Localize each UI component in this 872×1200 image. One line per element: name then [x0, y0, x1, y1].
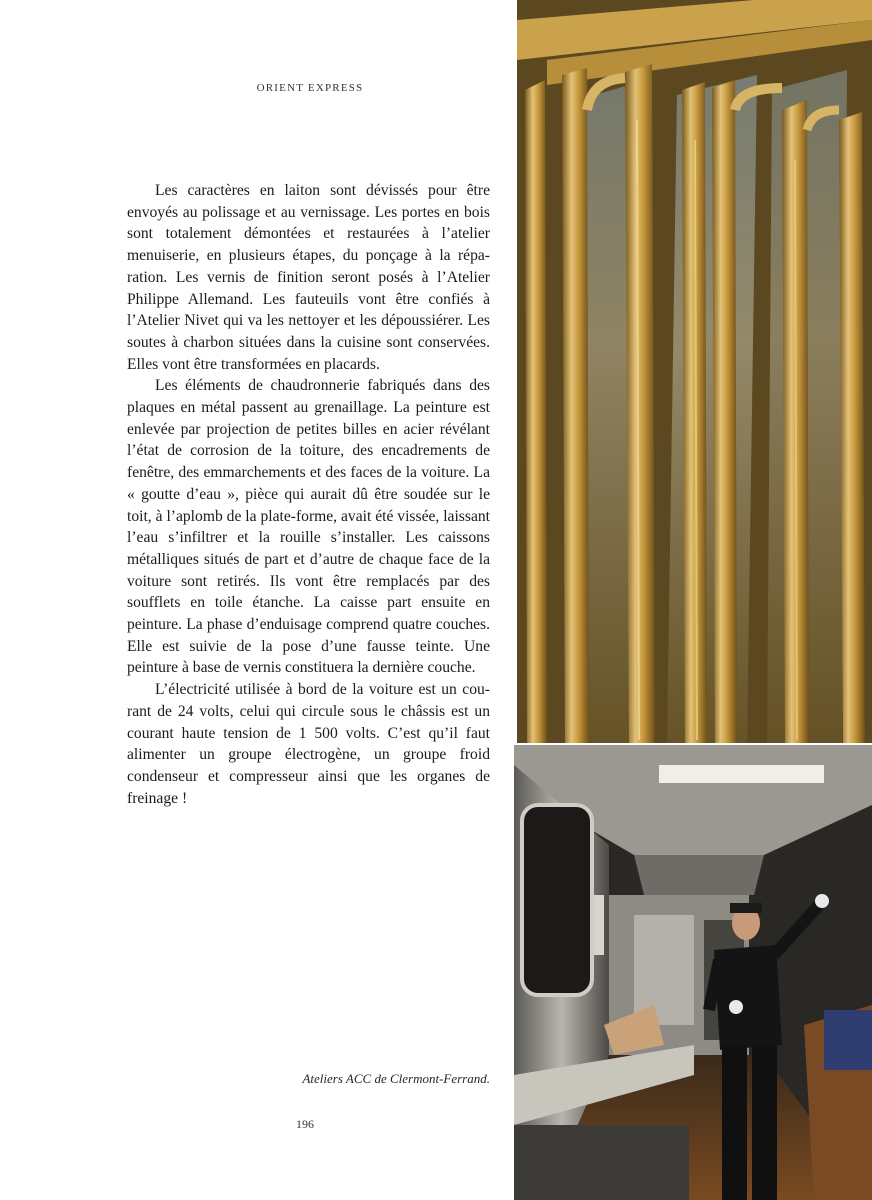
kitchen-galley-illustration: [514, 745, 872, 1200]
paragraph: Les caractères en laiton sont dévissés pour être envoyés au polissage et au vernissage. Les portes en bois sont totalement démontées et restaurées à l’atelier menuiserie, en plusieurs étapes, du ponçage à la réparation. Les vernis de finition seront posés à l’Atelier Philippe Allemand. Les fauteuils vont être confiés à l’Atelier Nivet qui va les nettoyer et les dépoussiérer. Les soutes à charbon situées dans la cuisine sont conservées. Elles vont être transformées en placards.: [127, 182, 490, 373]
photo-caption: Ateliers ACC de Clermont-Ferrand.: [302, 1071, 490, 1086]
page-number: 196: [296, 1117, 314, 1131]
paragraph: Les éléments de chaudronnerie fabriqués dans des plaques en métal passent au grenaillage. La peinture est enlevée par projection de petites billes en acier révélant l’état de corrosion de la toiture, des encadrements de fenêtre, des emmarchements et des faces de la voiture. La « goutte d’eau », pièce qui aurait dû être soudée sur le toit, à l’aplomb de la plate-forme, avait été vissée, laissant l’eau s’infiltrer et la rouille s’installer. Les caissons métalliques situés de part et d’autre de chaque face de la voiture sont retirés. Ils vont être remplacés par des soufflets en toile étanche. La caisse part ensuite en peinture. La phase d’enduisage comprend quatre couches. Elle est suivie de la pose d’une fausse teinte. Une peinture à base de vernis constituera la dernière couche.: [127, 377, 490, 677]
kitchen-galley-photo: [514, 745, 872, 1200]
article-body: [127, 180, 490, 809]
paragraph: L’électricité utilisée à bord de la voiture est un courant de 24 volts, celui qui circule sous le châssis est un courant haute tension de 1 500 volts. C’est qu’il faut alimenter un groupe électrogène, un groupe froid condenseur et compresseur ainsi que les organes de freinage !: [127, 681, 490, 807]
brass-frames-illustration: [517, 0, 872, 743]
running-header: ORIENT EXPRESS: [256, 82, 364, 94]
brass-frames-photo: [517, 0, 872, 743]
